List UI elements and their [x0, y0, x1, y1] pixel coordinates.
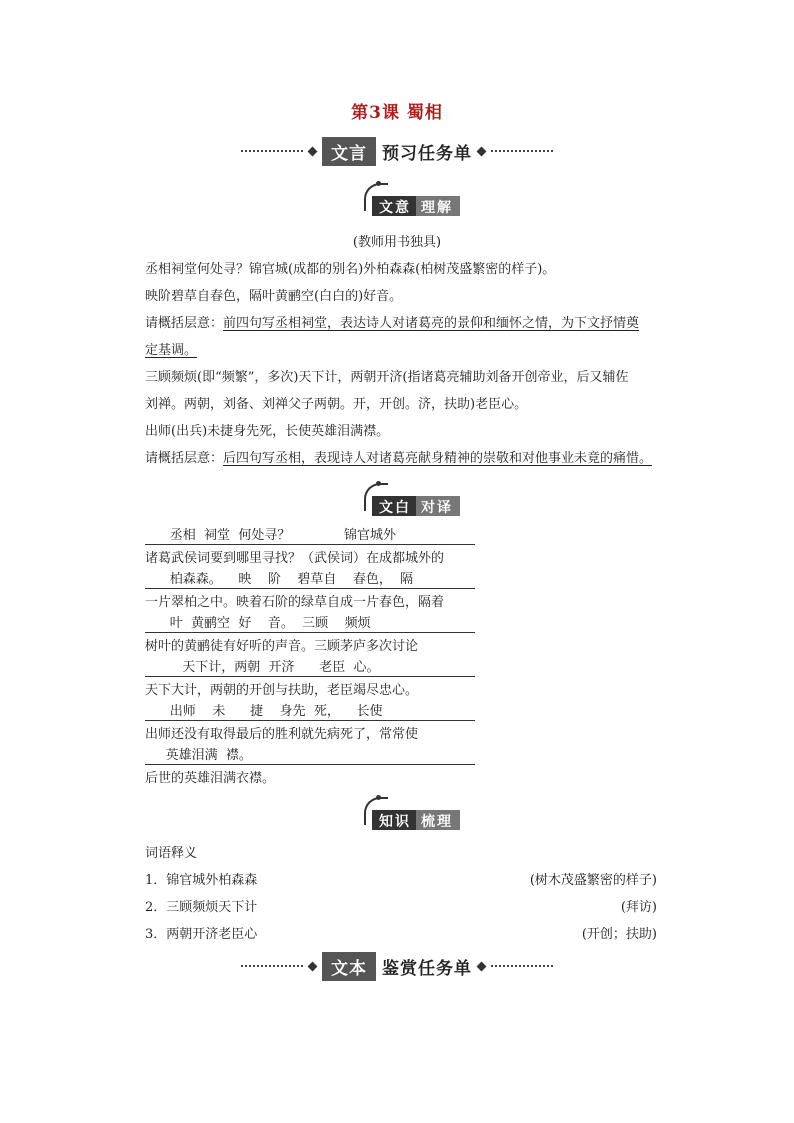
original-line: 出师 未 捷 身先 死， 长使: [145, 700, 475, 721]
teacher-note: (教师用书独具): [352, 235, 442, 250]
translated-line: 天下大计，两朝的开创与扶助，老臣竭尽忠心。: [145, 683, 419, 698]
banner-dots-left: [241, 150, 303, 152]
vocab-item: [145, 896, 657, 915]
summary-line: [145, 447, 652, 466]
original-line: 叶 黄鹂空 好 音。 三顾 频烦: [145, 612, 475, 633]
banner-box-label: 文本: [322, 952, 376, 981]
banner-box-label: 文言: [322, 137, 376, 166]
badge-part-b: 对译: [416, 496, 460, 516]
text-line: 丞相祠堂何处寻？锦官城(成都的别名)外柏森森(柏树茂盛繁密的样子)。: [145, 262, 556, 277]
vocab-item: [145, 923, 657, 942]
vocab-term: 2．三顾频烦天下计: [145, 900, 258, 915]
translated-line: 诸葛武侯词要到哪里寻找？（武侯词）在成都城外的: [145, 551, 445, 566]
translated-line: 出师还没有取得最后的胜利就先病死了，常常使: [145, 727, 419, 742]
summary-prefix: 请概括层意：: [145, 451, 224, 466]
banner-text: 鉴赏任务单: [382, 958, 472, 979]
badge-part-b: 梳理: [416, 810, 460, 830]
translation-pair: [145, 656, 475, 699]
translation-pair: [145, 700, 475, 743]
banner-dots-right: [491, 965, 553, 967]
dot-icon: [376, 795, 381, 800]
translation-pair: [145, 612, 475, 655]
badge-part-a: 文意: [372, 196, 416, 216]
vocab-item: [145, 869, 657, 888]
summary-answer: 前四句写丞相祠堂，表达诗人对诸葛亮的景仰和缅怀之情，为下文抒情奠: [223, 316, 640, 331]
banner-dots-left: [241, 965, 303, 967]
summary-line: [145, 312, 639, 331]
diamond-icon: [477, 146, 487, 156]
text-line: 映阶碧草自春色，隔叶黄鹂空(白白的)好音。: [145, 289, 403, 304]
translation-pair: [145, 744, 475, 787]
banner-text: 预习任务单: [382, 143, 472, 164]
summary-answer: 后四句写丞相，表现诗人对诸葛亮献身精神的崇敬和对他事业未竟的痛惜。: [223, 451, 653, 466]
appreciation-task-banner: [0, 953, 794, 979]
badge-part-a: 知识: [372, 810, 416, 830]
vocab-term: 3．两朝开济老臣心: [145, 927, 258, 942]
vocab-meaning: (拜访): [620, 900, 657, 915]
translation-pair: [145, 524, 475, 567]
section-badge-understanding: [360, 183, 470, 217]
original-line: 丞相 祠堂 何处寻？ 锦官城外: [145, 524, 475, 545]
translation-pair: [145, 568, 475, 611]
text-line: 出师(出兵)未捷身先死，长使英雄泪满襟。: [145, 424, 390, 439]
section-badge-knowledge: [360, 797, 470, 831]
preview-task-banner: [0, 138, 794, 164]
dot-icon: [376, 481, 381, 486]
text-line: 刘禅。两朝，刘备、刘禅父子两朝。开，开创。济，扶助)老臣心。: [145, 397, 528, 412]
translated-line: 一片翠柏之中。映着石阶的绿草自成一片春色，隔着: [145, 595, 445, 610]
diamond-icon: [308, 146, 318, 156]
lesson-title: 第3课 蜀相: [351, 103, 443, 123]
badge-part-a: 文白: [372, 496, 416, 516]
translated-line: 后世的英雄泪满衣襟。: [145, 771, 276, 786]
summary-answer: 定基调。: [145, 343, 198, 358]
badge-part-b: 理解: [416, 196, 460, 216]
vocab-meaning: (树木茂盛繁密的样子): [529, 873, 657, 888]
translated-line: 树叶的黄鹂徒有好听的声音。三顾茅庐多次讨论: [145, 639, 419, 654]
vocab-term: 1．锦官城外柏森森: [145, 873, 258, 888]
dot-icon: [376, 181, 381, 186]
original-line: 英雄泪满 襟。: [145, 744, 475, 765]
section-badge-translation: [360, 483, 470, 517]
banner-dots-right: [491, 150, 553, 152]
original-line: 柏森森。 映 阶 碧草自 春色， 隔: [145, 568, 475, 589]
vocab-heading: 词语释义: [145, 846, 198, 861]
diamond-icon: [477, 961, 487, 971]
summary-prefix: 请概括层意：: [145, 316, 224, 331]
text-line: 三顾频烦(即“频繁”，多次)天下计，两朝开济(指诸葛亮辅助刘备开创帝业，后又辅佐: [145, 370, 629, 385]
original-line: 天下计，两朝 开济 老臣 心。: [145, 656, 475, 677]
summary-line: [145, 339, 197, 358]
vocab-meaning: (开创；扶助): [581, 927, 657, 942]
diamond-icon: [308, 961, 318, 971]
